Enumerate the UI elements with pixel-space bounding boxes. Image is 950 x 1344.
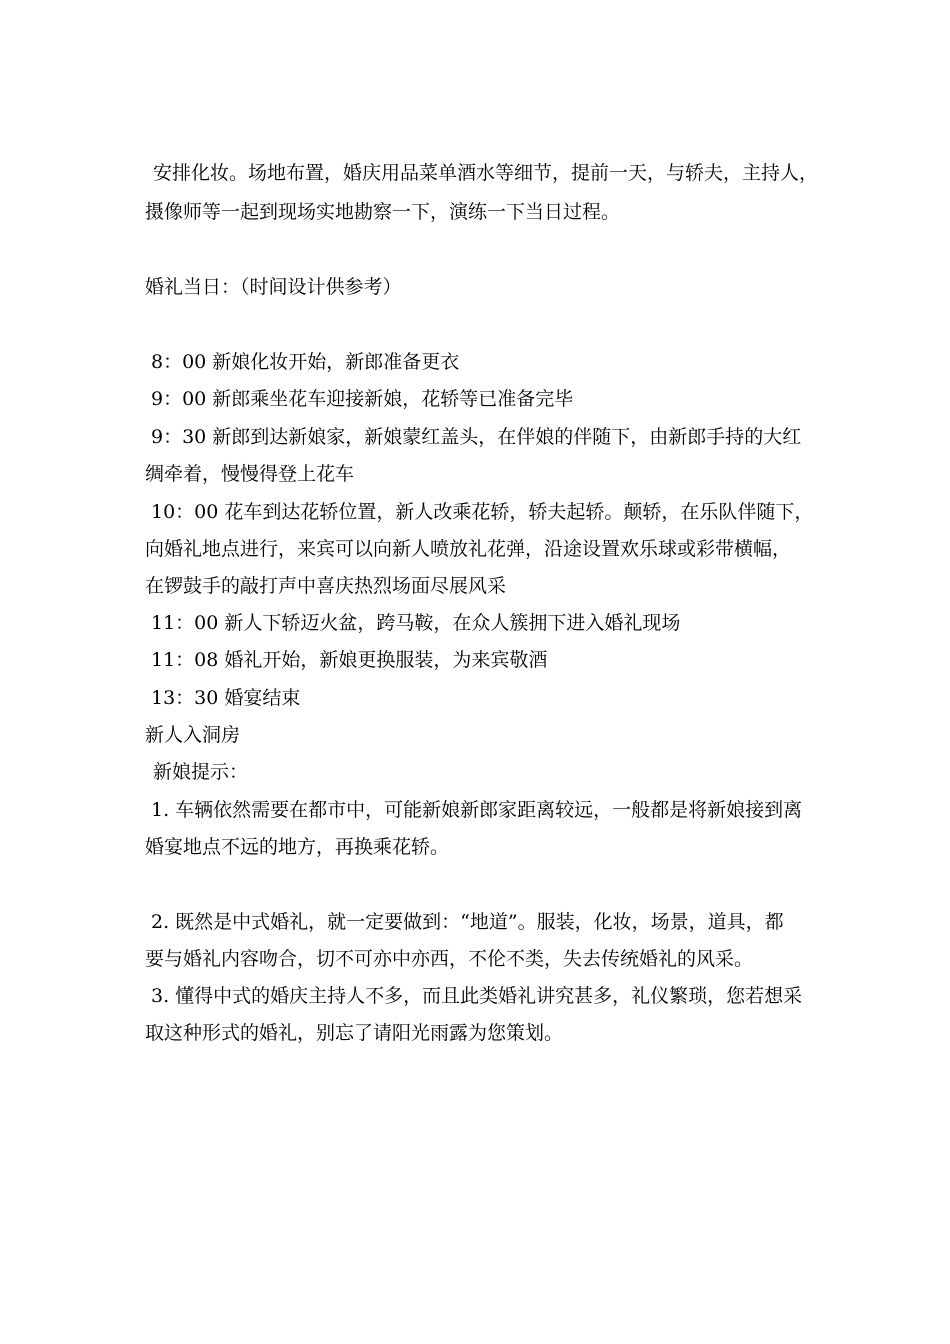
schedule-item-0800: 8：00 新娘化妆开始，新郎准备更衣 <box>151 351 460 373</box>
schedule-item-0930: 9：30 新郎到达新娘家，新娘蒙红盖头，在伴娘的伴随下，由新郎手持的大红 <box>151 426 802 448</box>
tip-1-line-2: 婚宴地点不远的地方，再换乘花轿。 <box>145 836 450 858</box>
schedule-item-1100: 11：00 新人下轿迈火盆，跨马鞍，在众人簇拥下进入婚礼现场 <box>151 612 681 634</box>
tip-3-line-2: 取这种形式的婚礼，别忘了请阳光雨露为您策划。 <box>145 1022 564 1044</box>
prep-paragraph-line-2: 摄像师等一起到现场实地勘察一下，演练一下当日过程。 <box>145 201 621 223</box>
wedding-day-heading: 婚礼当日：（时间设计供参考） <box>145 276 402 298</box>
schedule-item-1330: 13：30 婚宴结束 <box>151 687 301 709</box>
schedule-item-0900: 9：00 新郎乘坐花车迎接新娘，花轿等已准备完毕 <box>151 388 574 410</box>
prep-paragraph-line-1: 安排化妆。场地布置，婚庆用品菜单酒水等细节，提前一天，与轿夫，主持人， <box>153 162 819 184</box>
tip-2-line-1: 2. 既然是中式婚礼，就一定要做到：“地道”。服装，化妆，场景，道具，都 <box>151 911 784 933</box>
schedule-item-1000-cont-2: 在锣鼓手的敲打声中喜庆热烈场面尽展风采 <box>145 575 507 597</box>
tip-1-line-1: 1. 车辆依然需要在都市中，可能新娘新郎家距离较远，一般都是将新娘接到离 <box>151 799 803 821</box>
schedule-item-1108: 11：08 婚礼开始，新娘更换服装，为来宾敬酒 <box>151 649 548 671</box>
tip-2-line-2: 要与婚礼内容吻合，切不可亦中亦西，不伦不类，失去传统婚礼的风采。 <box>145 948 754 970</box>
tips-heading: 新娘提示： <box>153 761 249 783</box>
schedule-item-1000: 10：00 花车到达花轿位置，新人改乘花轿，轿夫起轿。颠轿，在乐队伴随下， <box>151 501 814 523</box>
tip-3-line-1: 3. 懂得中式的婚庆主持人不多，而且此类婚礼讲究甚多，礼仪繁琐，您若想采 <box>151 985 803 1007</box>
schedule-item-bridal-chamber: 新人入洞房 <box>145 724 241 746</box>
schedule-item-1000-cont-1: 向婚礼地点进行，来宾可以向新人喷放礼花弹，沿途设置欢乐球或彩带横幅， <box>145 538 792 560</box>
schedule-item-0930-cont: 绸牵着，慢慢得登上花车 <box>145 463 355 485</box>
